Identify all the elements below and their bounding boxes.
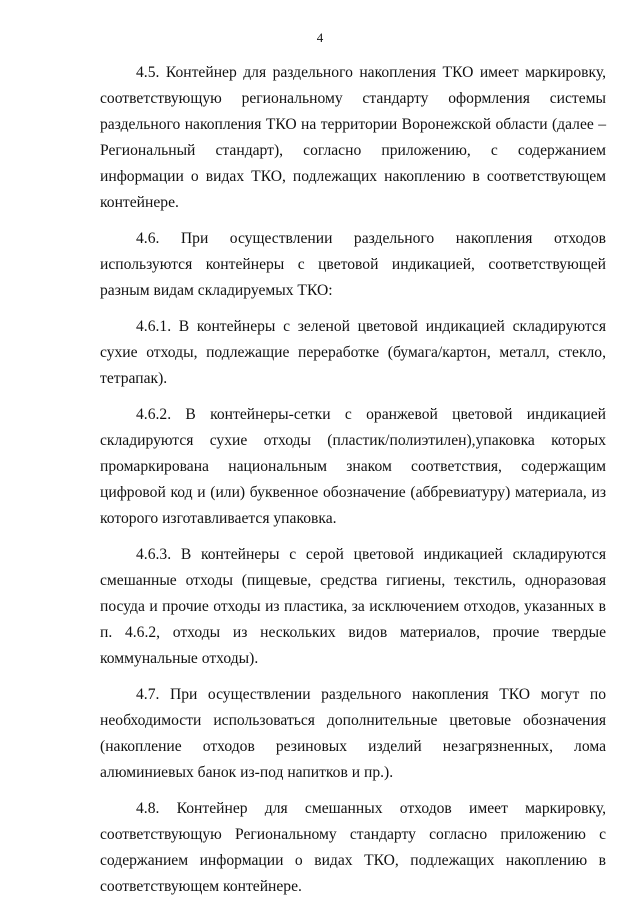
- paragraph-4-6-2: 4.6.2. В контейнеры-сетки с оранжевой цветовой индикацией складируются сухие отходы (пластик/полиэтилен),упаковка которых промаркирована национальным знаком соответствия, содержащим цифровой код и (или) буквенное обозначение (аббревиатуру) материала, из которого изготавливается упаковка.: [100, 406, 606, 527]
- paragraph-4-8: 4.8. Контейнер для смешанных отходов имеет маркировку, соответствующую Региональному стандарту согласно приложению с содержанием информации о видах ТКО, подлежащих накоплению в соответствующем контейнере.: [100, 800, 606, 895]
- paragraph-4-5: 4.5. Контейнер для раздельного накопления ТКО имеет маркировку, соответствующую региональному стандарту оформления системы раздельного накопления ТКО на территории Воронежской области (далее – Региональный стандарт), согласно приложению, с содержанием информации о видах ТКО, подлежащих накоплению в соответствующем контейнере.: [100, 64, 606, 211]
- document-body: [100, 60, 606, 910]
- paragraph-4-6-3: 4.6.3. В контейнеры с серой цветовой индикацией складируются смешанные отходы (пищевые, средства гигиены, текстиль, одноразовая посуда и прочие отходы из пластика, за исключением отходов, указанных в п. 4.6.2, отходы из нескольких видов материалов, прочие твердые коммунальные отходы).: [100, 546, 606, 667]
- paragraph-4-6: 4.6. При осуществлении раздельного накопления отходов используются контейнеры с цветовой индикацией, соответствующей разным видам складируемых ТКО:: [100, 230, 606, 299]
- paragraph-4-7: 4.7. При осуществлении раздельного накопления ТКО могут по необходимости использоваться дополнительные цветовые обозначения (накопление отходов резиновых изделий незагрязненных, лома алюминиевых банок из-под напитков и пр.).: [100, 686, 606, 781]
- page-number: 4: [316, 30, 324, 45]
- paragraph-4-6-1: 4.6.1. В контейнеры с зеленой цветовой индикацией складируются сухие отходы, подлежащие переработке (бумага/картон, металл, стекло, тетрапак).: [100, 318, 606, 387]
